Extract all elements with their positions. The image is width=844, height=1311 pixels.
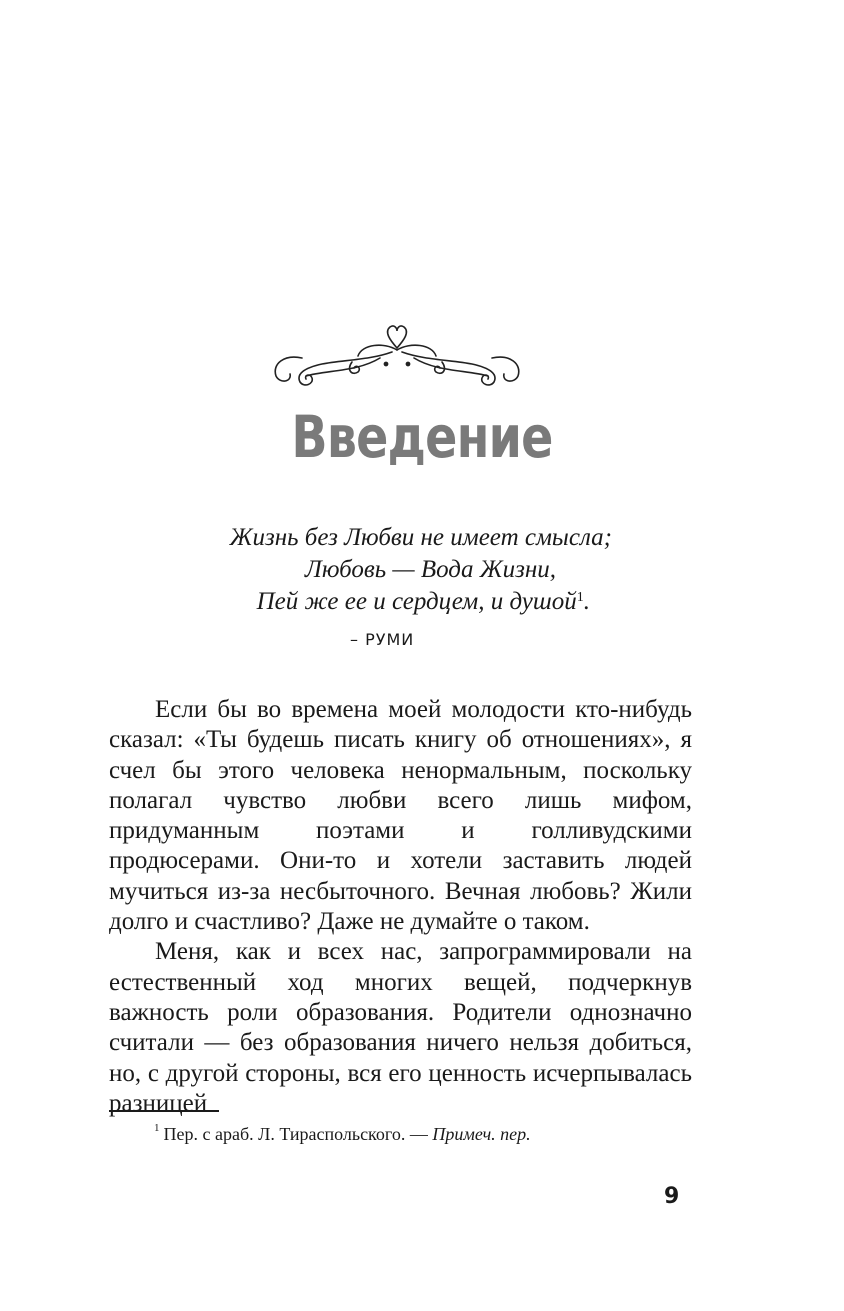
body-text [109, 695, 692, 1119]
epigraph-line-text: Пей же ее и сердцем, и душой [256, 588, 577, 615]
footnote-text: Пер. с араб. Л. Тираспольского. — [163, 1124, 433, 1144]
footnote-note: Примеч. пер. [432, 1124, 531, 1144]
footnote [154, 1124, 531, 1145]
epigraph-line-end: . [583, 588, 590, 615]
paragraph: Меня, как и всех нас, запрограммировали на естественный ход многих вещей, подчеркнув важность роли образования. Родители однозначно считали — без образования ничего нельзя добиться, но, с другой стороны, вся его ценность исчерпывалась разницей [109, 938, 692, 1117]
footnote-divider [109, 1110, 219, 1112]
epigraph-attribution: – РУМИ [350, 630, 415, 649]
epigraph-line: Жизнь без Любви не имеет смысла; [229, 524, 612, 551]
paragraph: Если бы во времена моей молодости кто-нибудь сказал: «Ты будешь писать книгу об отношениях», я счел бы этого человека ненормальным, поскольку полагал чувство любви всего лишь мифом, придуманным поэтами и голливудскими продюсерами. Они-то и хотели заставить людей мучиться из-за несбыточного. Вечная любовь? Жили долго и счастливо? Даже не думайте о таком. [109, 696, 692, 936]
chapter-title: Введение [291, 403, 553, 471]
heart-flourish-ornament-icon [262, 318, 532, 398]
epigraph-line [150, 586, 590, 618]
footnote-number: 1 [154, 1122, 160, 1134]
epigraph-line: Любовь — Вода Жизни, [304, 556, 556, 583]
footnote-marker[interactable]: 1 [576, 590, 584, 605]
epigraph [150, 522, 612, 618]
page-number: 9 [664, 1184, 680, 1209]
